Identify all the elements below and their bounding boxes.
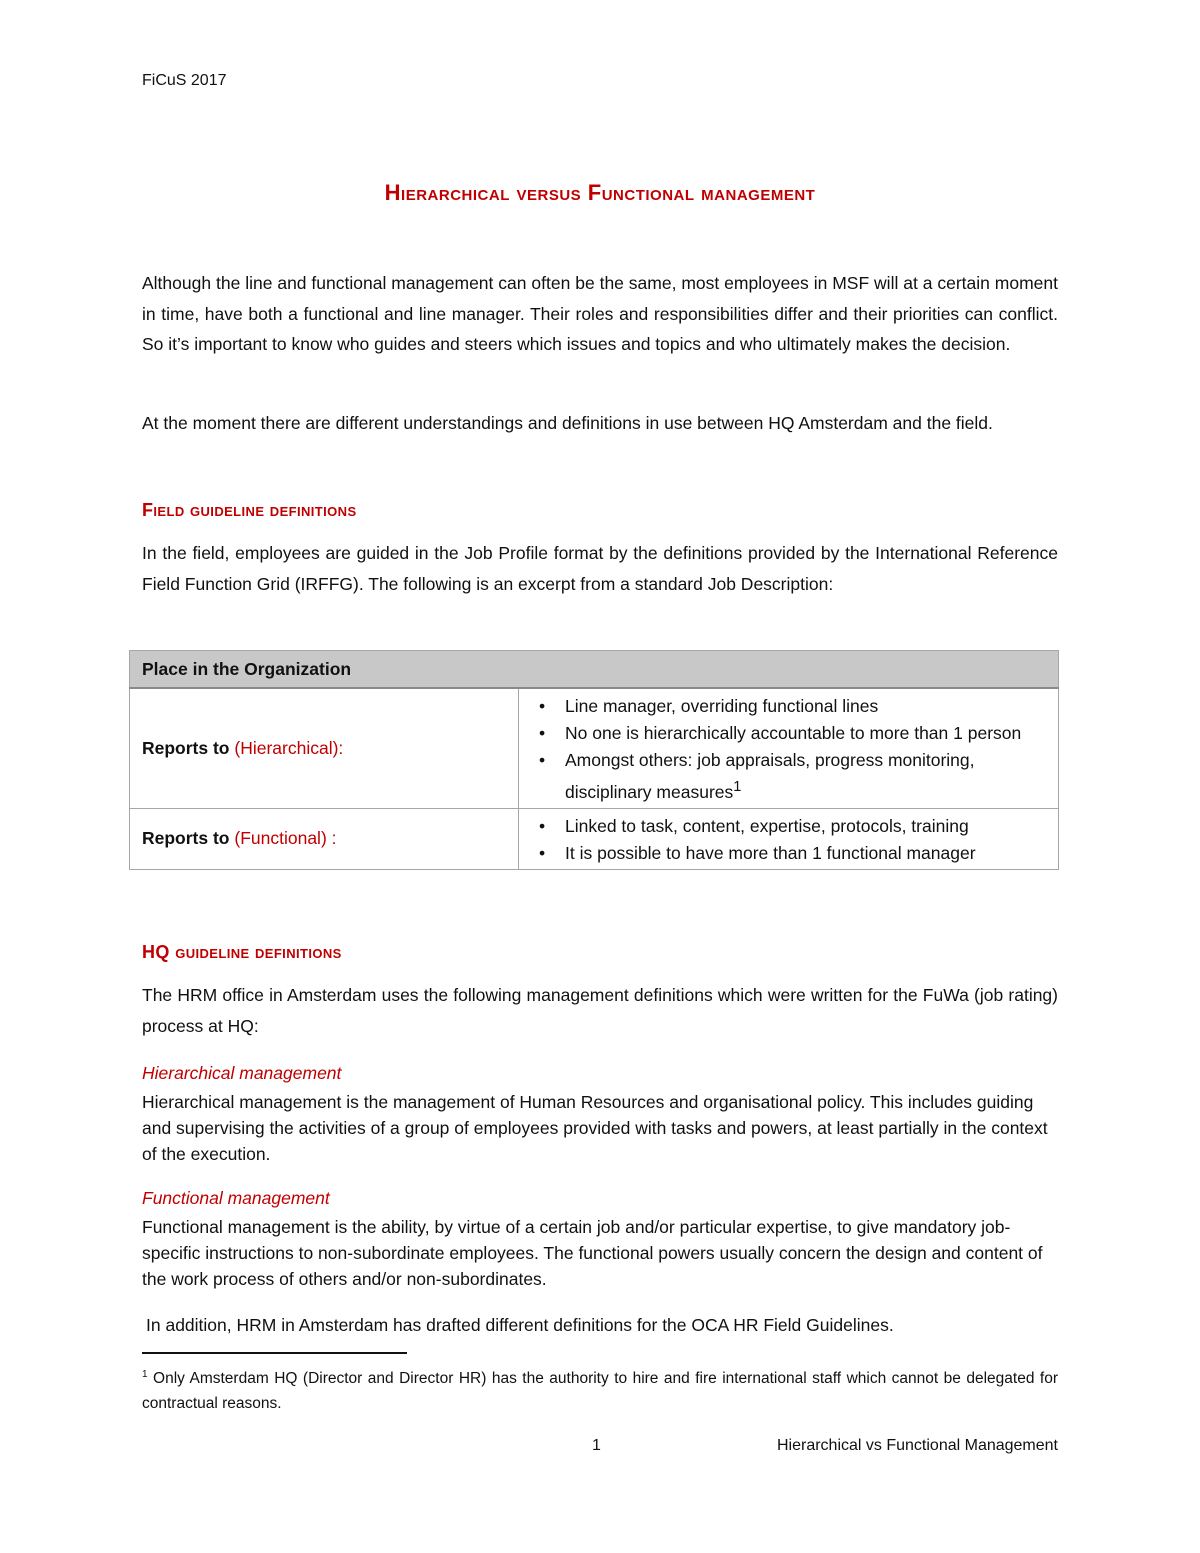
footnote-text: Only Amsterdam HQ (Director and Director HR) has the authority to hire and fire international staff which cannot be delegated for contractual reasons. [142, 1370, 1058, 1413]
functional-management-subheading: Functional management [142, 1188, 330, 1208]
table-row-functional [130, 808, 1059, 869]
bullet-icon: • [539, 696, 546, 716]
footnote-number: 1 [142, 1369, 148, 1380]
bullet-icon: • [539, 815, 546, 836]
intro-paragraph-2: At the moment there are different understandings and definitions in use between HQ Amsterdam and the field. [142, 413, 993, 433]
page-title: Hierarchical versus Functional management [384, 180, 816, 205]
list-item: • Amongst others: job appraisals, progress monitoring, disciplinary measures$^1$ [531, 747, 1046, 806]
functional-management-text: Functional management is the ability, by virtue of a certain job and/or particular expertise, to give mandatory job-specific instructions to non-subordinate employees. The functional powers usually concern the design and content of the work process of others and/or non-subordinates. [142, 1217, 1043, 1289]
field-guideline-heading: Field guideline definitions [142, 500, 357, 520]
label-prefix: Reports to [142, 737, 235, 758]
label-prefix: Reports to [142, 828, 235, 849]
list-item: • It is possible to have more than 1 functional manager [531, 840, 1046, 867]
intro-paragraph-1: Although the line and functional management can often be the same, most employees in MSF will at a certain moment in time, have both a functional and line manager. Their roles and responsibilities differ and their priorities can conflict. So it’s important to know who guides and steers which issues and topics and who ultimately makes the decision. [142, 273, 1058, 354]
list-item: • No one is hierarchically accountable to more than 1 person [531, 720, 1046, 747]
hq-guideline-heading: HQ guideline definitions [142, 942, 342, 962]
addition-paragraph: In addition, HRM in Amsterdam has drafted different definitions for the OCA HR Field Guidelines. [146, 1315, 894, 1335]
label-hierarchical: (Hierarchical): [234, 737, 344, 758]
table-header-row [130, 651, 1059, 689]
label-cell-hierarchical [130, 688, 519, 808]
field-guideline-paragraph: In the field, employees are guided in the Job Profile format by the definitions provided by the International Reference Field Function Grid (IRFFG). The following is an excerpt from a standard Job Description: [142, 543, 1058, 594]
bullet-icon: • [539, 842, 546, 863]
bullets-cell-functional [519, 808, 1059, 869]
bullet-icon: • [539, 723, 546, 743]
running-header: FiCuS 2017 [142, 72, 227, 89]
footnote [142, 1362, 1058, 1416]
label-cell-functional [130, 808, 519, 869]
hierarchical-management-text: Hierarchical management is the management of Human Resources and organisational policy. This includes guiding and supervising the activities of a group of employees provided with tasks and powers, at least partially in the context of the execution. [142, 1092, 1048, 1164]
hq-guideline-paragraph: The HRM office in Amsterdam uses the following management definitions which were written for the FuWa (job rating) process at HQ: [142, 985, 1058, 1036]
label-functional: (Functional) : [234, 828, 337, 849]
running-footer: Hierarchical vs Functional Management [776, 1437, 1058, 1454]
place-in-organization-table [129, 650, 1059, 870]
footnote-ref[interactable]: 1 [733, 779, 742, 795]
list-item: • Line manager, overriding functional lines [531, 693, 1046, 720]
table-row-hierarchical [130, 688, 1059, 808]
page-number: 1 [592, 1437, 601, 1454]
table-header-cell: Place in the Organization [130, 651, 1059, 689]
footnote-separator [142, 1352, 407, 1354]
hierarchical-management-subheading: Hierarchical management [142, 1063, 342, 1083]
list-item: • Linked to task, content, expertise, protocols, training [531, 813, 1046, 840]
bullets-cell-hierarchical [519, 688, 1059, 808]
bullet-icon: • [539, 750, 546, 770]
